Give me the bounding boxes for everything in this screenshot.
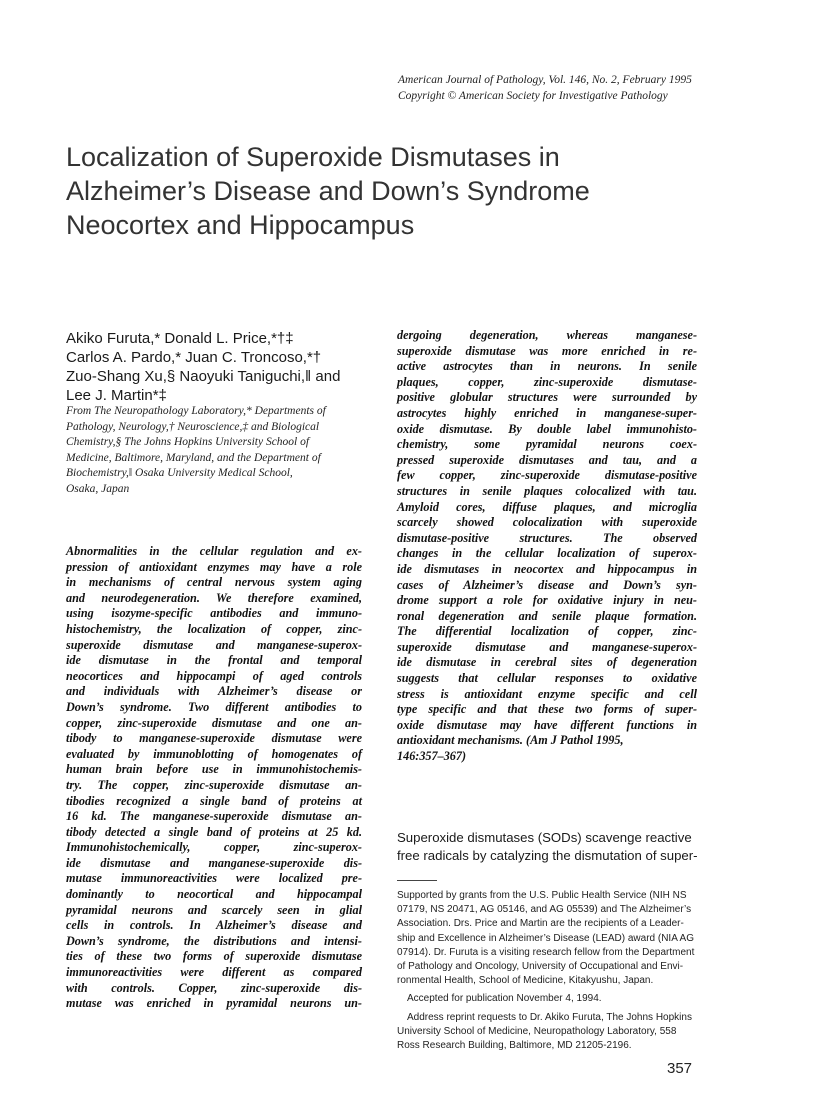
author-line: Akiko Furuta,* Donald L. Price,*†‡ [66,330,294,347]
abstract-line: suggests that cellular responses to oxidative [397,671,697,686]
abstract-line: Abnormalities in the cellular regulation and ex- [66,544,362,558]
abstract-line: Down’s syndrome. Two different antibodies to [66,699,362,714]
affiliations [66,404,366,498]
funding-footnote [397,889,697,988]
footnote-line: Supported by grants from the U.S. Public Health Service (NIH NS [397,890,687,901]
abstract-line: superoxide dismutase and manganese-superox- [397,639,697,654]
journal-citation: American Journal of Pathology, Vol. 146, No. 2, February 1995 [398,74,692,86]
abstract-line: using isozyme-specific antibodies and immuno- [66,606,362,621]
footnote-line: ship and Excellence in Alzheimer’s Disease (LEAD) award (NIA AG [397,932,694,944]
abstract-citation-line: 146:357–367) [397,749,467,764]
abstract-line: The differential localization of copper, zinc- [397,624,697,639]
abstract-line: tibody to manganese-superoxide dismutase were [66,731,362,746]
page-number: 357 [667,1060,693,1077]
footnote-line: University School of Medicine, Neuropathology Laboratory, 558 [397,1025,677,1037]
abstract-line: immunoreactivities were different as compared [66,965,362,980]
body-line: Superoxide dismutases (SODs) scavenge reactive [397,830,692,845]
title-line: Neocortex and Hippocampus [66,210,415,240]
abstract-line: dergoing degeneration, whereas manganese- [397,328,697,342]
abstract-line: Amyloid cores, diffuse plaques, and microglia [397,499,697,514]
affiliation-line: Chemistry,§ The Johns Hopkins University School of [66,436,310,449]
affiliation-line: Biochemistry,‖ Osaka University Medical School, [66,467,293,480]
article-title [66,140,746,242]
abstract-line: superoxide dismutase was more enriched in re- [397,343,697,358]
abstract-line: dominantly to neocortical and hippocampal [66,887,362,902]
abstract-line: ronal degeneration and senile plaque formation. [397,608,697,623]
abstract-line: and neurodegeneration. We therefore examined, [66,590,362,605]
abstract-line: cells in controls. In Alzheimer’s disease and [66,918,362,933]
affiliation-line: Osaka, Japan [66,482,130,495]
footnote-line: ronmental Health, School of Medicine, Kitakyushu, Japan. [397,975,654,987]
abstract-line: 16 kd. The manganese-superoxide dismutase an- [66,809,362,824]
journal-copyright: Copyright © American Society for Investigative Pathology [398,90,668,102]
affiliation-line: Medicine, Baltimore, Maryland, and the Department of [66,451,321,464]
footnote-line: 07179, NS 20471, AG 05146, and AG 05539) and The Alzheimer’s [397,904,692,916]
abstract-line: and individuals with Alzheimer’s disease or [66,684,362,699]
abstract-line: copper, zinc-superoxide dismutase and one an- [66,715,362,730]
abstract-line: superoxide dismutase and manganese-superox- [66,637,362,652]
abstract-line: in mechanisms of central nervous system aging [66,575,362,590]
abstract-line: chemistry, some pyramidal neurons coex- [397,437,697,452]
footnote-line: Ross Research Building, Baltimore, MD 21205-2196. [397,1040,632,1052]
footnote-line: Address reprint requests to Dr. Akiko Furuta, The Johns Hopkins [407,1011,692,1023]
footnote-line: 07914). Dr. Furuta is a visiting research fellow from the Department [397,946,695,958]
accepted-footnote [397,992,697,1006]
abstract-line: Immunohistochemically, copper, zinc-superox- [66,840,362,855]
abstract-line: pyramidal neurons and scarcely seen in glial [66,902,362,917]
abstract-line: pression of antioxidant enzymes may have a role [66,559,362,574]
body-line: free radicals by catalyzing the dismutation of super- [397,848,698,863]
abstract-line: dismutase-positive structures. The observed [397,530,697,545]
abstract-line: histochemistry, the localization of copper, zinc- [66,621,362,636]
journal-header [398,72,692,104]
abstract-line: neocortices and hippocampi of aged controls [66,668,362,683]
address-footnote [397,1011,697,1054]
abstract-line: ide dismutase in cerebral sites of degeneration [397,655,697,670]
abstract-line: tibodies recognized a single band of proteins at [66,793,362,808]
author-line: Carlos A. Pardo,* Juan C. Troncoso,*† [66,349,322,366]
abstract-line: ide dismutase in the frontal and temporal [66,653,362,668]
abstract-line: Down’s syndrome, the distributions and intensi- [66,933,362,948]
author-line: Zuo-Shang Xu,§ Naoyuki Taniguchi,‖ and [66,368,341,385]
abstract-line: scarcely showed colocalization with superoxide [397,515,697,530]
abstract-line: cases of Alzheimer’s disease and Down’s syn- [397,577,697,592]
abstract-left-column [66,544,362,1012]
abstract-line: mutase immunoreactivities were localized pre- [66,871,362,886]
abstract-line: oxide dismutase may have different functions in [397,717,697,732]
abstract-line: oxide dismutase. By double label immunohisto- [397,421,697,436]
affiliation-line: From The Neuropathology Laboratory,* Departments of [66,405,326,417]
abstract-line: ide dismutase and manganese-superoxide dis- [66,855,362,870]
footnote-line: Association. Drs. Price and Martin are the recipients of a Leader- [397,918,684,930]
abstract-line: changes in the cellular localization of superox- [397,546,697,561]
affiliation-line: Pathology, Neurology,† Neuroscience,‡ and Biological [66,420,320,433]
title-line: Alzheimer’s Disease and Down’s Syndrome [66,176,590,206]
abstract-line: structures in senile plaques colocalized with tau. [397,483,697,498]
abstract-line: type specific and that these two forms of super- [397,702,697,717]
title-line: Localization of Superoxide Dismutases in [66,142,560,172]
abstract-line: few copper, zinc-superoxide dismutase-positive [397,468,697,483]
abstract-line: drome support a role for oxidative injury in neu- [397,593,697,608]
abstract-line: astrocytes highly enriched in manganese-super- [397,405,697,420]
abstract-right-column [397,328,697,765]
footnote-divider [397,880,437,881]
footnote-line: Accepted for publication November 4, 1994. [407,993,602,1005]
abstract-line: try. The copper, zinc-superoxide dismutase an- [66,777,362,792]
abstract-line: tibody detected a single band of proteins at 25 kd. [66,824,362,839]
body-text-intro [397,829,697,865]
footnotes [397,889,697,1057]
abstract-line: plaques, copper, zinc-superoxide dismutase- [397,374,697,389]
abstract-line: mutase was enriched in pyramidal neurons un- [66,996,362,1011]
abstract-line: pressed superoxide dismutases and tau, and a [397,452,697,467]
abstract-line: antioxidant mechanisms. (Am J Pathol 1995, [397,733,624,748]
abstract-line: evaluated by immunoblotting of homogenates of [66,746,362,761]
author-line: Lee J. Martin*‡ [66,387,167,404]
author-list [66,329,366,405]
abstract-line: ties of these two forms of superoxide dismutase [66,949,362,964]
abstract-line: positive globular structures were surrounded by [397,390,697,405]
footnote-line: of Pathology and Oncology, University of Occupational and Envi- [397,961,684,973]
abstract-line: active astrocytes than in neurons. In senile [397,359,697,374]
abstract-line: human brain before use in immunohistochemis- [66,762,362,777]
abstract-line: ide dismutases in neocortex and hippocampus in [397,561,697,576]
abstract-line: stress is antioxidant enzyme specific and cell [397,686,697,701]
abstract-line: with controls. Copper, zinc-superoxide dis- [66,980,362,995]
